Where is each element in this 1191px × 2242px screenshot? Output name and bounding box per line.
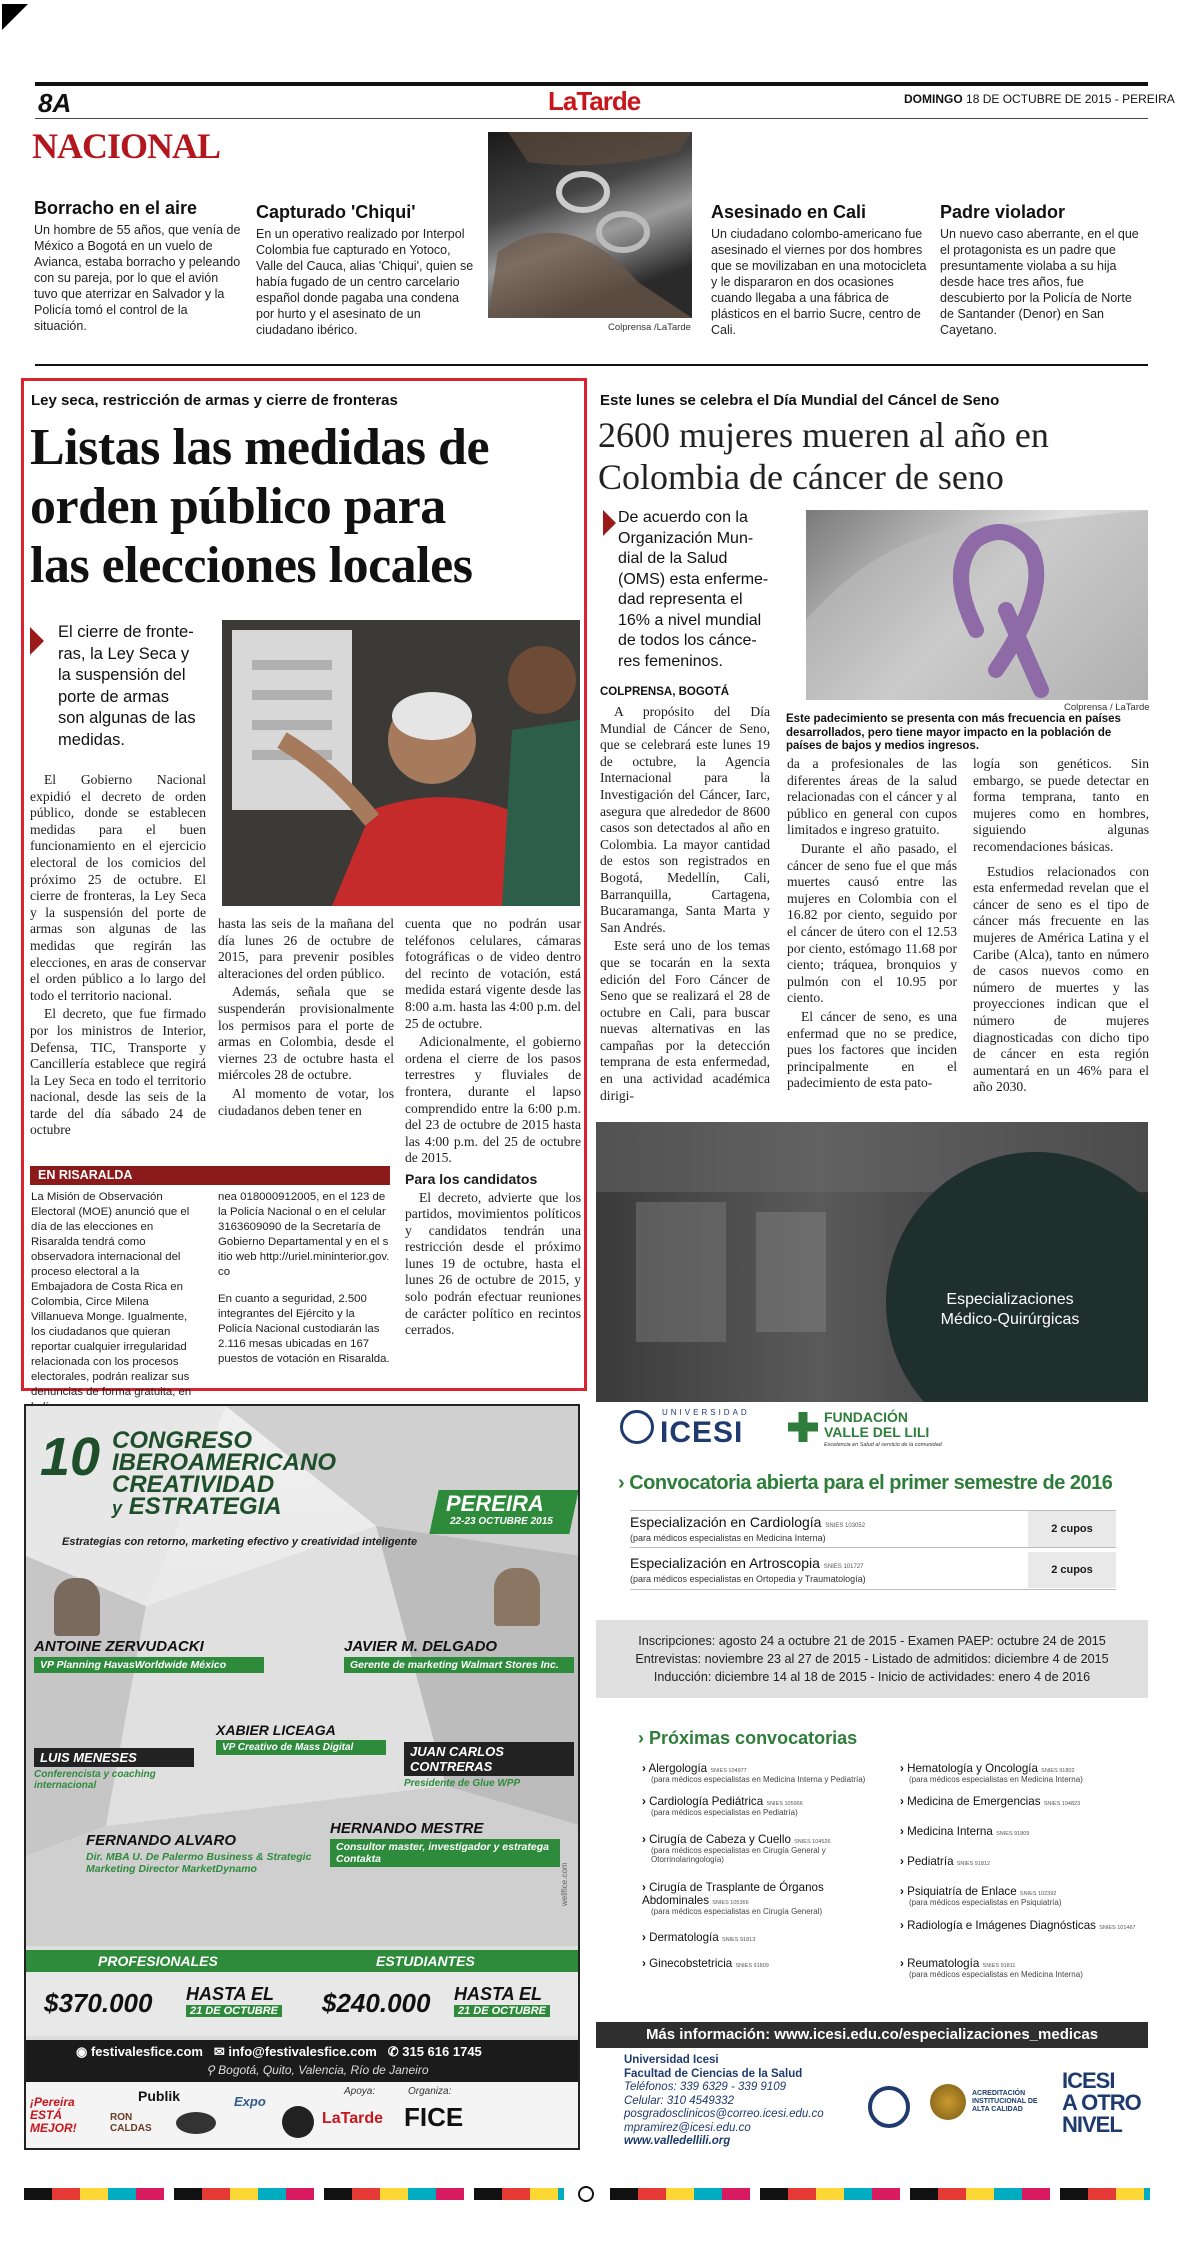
acreditacion-text: ACREDITACIÓN INSTITUCIONAL DE ALTA CALIDAD — [972, 2090, 1038, 2113]
proxima-item — [642, 1795, 892, 1833]
item-name: Pediatría — [907, 1855, 954, 1868]
paragraph: Además, señala que se suspenderán provisionalmente los permisos para el porte de armas en Colombia, desde el viernes 23 de octubre hasta el miércoles 28 de octubre. — [218, 984, 394, 1083]
registration-triangle — [2, 4, 28, 30]
more-info-link[interactable]: Más información: www.icesi.edu.co/especializaciones_medicas — [645, 2026, 1099, 2043]
section-title: NACIONAL — [32, 126, 221, 166]
sponsor-dark-logo — [282, 2106, 314, 2138]
speaker-role: VP Creativo de Mass Digital — [216, 1740, 386, 1755]
prof-label: PROFESIONALES — [98, 1953, 218, 1969]
program-cupos: 2 cupos — [1028, 1511, 1116, 1547]
summary-line: De acuerdo con la — [618, 509, 748, 526]
title-y: y — [112, 1498, 123, 1518]
item-snies: SNIES 104526 — [794, 1839, 831, 1845]
slogan-line: ICESI — [1062, 2068, 1115, 2093]
brief-text: Un nuevo caso aberrante, en el que el protagonista es un padre que presuntamente violaba a su hija desde hace tres años, fue descubierto por la Policía de Norte de Santander (Denor) en San Cayetano. — [940, 227, 1139, 337]
contact-email[interactable]: info@festivalesfice.com — [228, 2044, 377, 2059]
chevron-icon: › — [642, 1881, 646, 1894]
title-word: ESTRATEGIA — [128, 1493, 282, 1520]
risaralda-para: nea 018000912005, en el 123 de la Policía Nacional o en el celular 3163609090 de la Secretaría de Gobierno Departamental y en el sitio web http://uriel.mininterior.gov.co — [218, 1191, 390, 1278]
paragraph: A propósito del Día Mundial de Cáncer de Seno, que se celebrará este lunes 19 de octubre, la Agencia Internacional para la Investigación del Cáncer, Iarc, asegura que alrededor de 8600 casos son detectados al año en Colombia. La mayor cantidad de estos son registrados en Bogotá, Medellín, Cali, Barranquilla, Cartagena, Bucaramanga, Santa Marta y San Andrés. — [600, 704, 770, 935]
risaralda-box-title — [30, 1166, 390, 1185]
footer-line[interactable]: www.valledellili.org — [624, 2135, 731, 2147]
paragraph: Al momento de votar, los ciudadanos deben tener en — [218, 1085, 394, 1118]
item-name: Ginecobstetricia — [649, 1957, 733, 1970]
fvl-cross-icon — [788, 1412, 818, 1442]
chevron-icon: › — [900, 1957, 904, 1970]
speaker-headshot — [494, 1568, 540, 1626]
quality-seal-icon — [930, 2084, 966, 2120]
icesi-ad — [596, 1402, 1148, 2160]
speaker-name: ANTOINE ZERVUDACKI — [34, 1638, 204, 1655]
brief-photo-caption: Colprensa /LaTarde — [608, 322, 691, 333]
color-bar-right — [610, 2188, 1150, 2200]
sponsor-round-logo — [176, 2112, 216, 2134]
until-date: 21 DE OCTUBRE — [454, 2005, 550, 2017]
item-note: (para médicos especialistas en Pediatría) — [651, 1808, 798, 1817]
dates-line: Inducción: diciembre 14 al 18 de 2015 - Inicio de actividades: enero 4 de 2016 — [653, 1670, 1091, 1684]
contact-row — [76, 2044, 482, 2060]
speaker-name: JUAN CARLOS CONTRERAS — [404, 1742, 574, 1776]
congreso-number: 10 — [40, 1427, 101, 1487]
cancer-headline — [598, 414, 1158, 498]
brief-title: Asesinado en Cali — [711, 202, 867, 222]
speaker-role: VP Planning HavasWorldwide México — [34, 1657, 264, 1673]
main-kicker: Ley seca, restricción de armas y cierre de fronteras — [31, 392, 398, 409]
stud-until — [454, 1984, 550, 2017]
item-name: Alergología — [648, 1762, 708, 1775]
chevron-right-icon: › — [618, 1472, 625, 1494]
item-name: Medicina Interna — [907, 1825, 993, 1838]
paragraph: Adicionalmente, el gobierno ordena el cierre de los pasos terrestres y fluviales de frontera, durante el lapso comprendido entre la 6:00 p.m. del 23 de octubre de 2015 hasta las 4:00 p.m. del 25 de octubre de 2015. — [405, 1034, 581, 1166]
footer-line: Universidad Icesi — [624, 2054, 719, 2066]
congreso-title — [112, 1427, 337, 1520]
stud-price: $240.000 — [322, 1988, 431, 2018]
speaker-card — [344, 1638, 574, 1673]
more-info-band — [596, 2022, 1148, 2048]
brief-3 — [711, 202, 929, 338]
handcuffs-illustration — [488, 132, 692, 318]
icesi-banner-text: Especializaciones Médico-Quirúrgicas — [940, 1291, 1080, 1328]
congreso-ad — [24, 1404, 580, 2150]
summary-line: ras, la Ley Seca y — [58, 644, 190, 663]
speaker-role: Consultor master, investigador y estratega Contakta — [330, 1839, 560, 1867]
title-line-last — [112, 1493, 336, 1520]
proximas-title — [638, 1728, 857, 1749]
mail-icon: ✉ — [213, 2044, 225, 2059]
until-label: HASTA EL — [454, 1984, 542, 2004]
chevron-right-icon: › — [638, 1728, 644, 1748]
proxima-item — [900, 1885, 1140, 1919]
item-snies: SNIES 105966 — [766, 1801, 803, 1807]
registration-crosshair — [578, 2186, 594, 2202]
globe-icon: ◉ — [76, 2044, 88, 2059]
item-note: (para médicos especialistas en Psiquiatría) — [909, 1898, 1062, 1907]
headline-line: orden público para — [30, 478, 446, 535]
paragraph: cuenta que no podrán usar teléfonos celulares, cámaras fotográficas o de video dentro del recinto de votación, está medida estará vigente desde las 8:00 a.m. hasta las 4:00 p.m. del 25 de octubre. — [405, 916, 581, 1031]
date-day: DOMINGO — [904, 92, 963, 106]
paragraph: Durante el año pasado, el cáncer de seno fue el que más muertes causó entre las mujeres en Colombia con el 16.82 por ciento, seguido por el cáncer de útero con el 12.53 por ciento, estómago 11.68 por ciento; tráquea, bronquios y pulmón con el 10.95 por ciento. — [787, 840, 957, 1006]
speaker-card — [86, 1832, 316, 1875]
proxima-item — [900, 1762, 1140, 1795]
proxima-item — [900, 1825, 1140, 1855]
briefs-bottom-rule — [35, 364, 1148, 366]
item-snies: SNIES 91812 — [956, 1861, 991, 1867]
program-snies: SNIES 103052 — [825, 1523, 866, 1529]
cancer-summary — [618, 508, 796, 672]
cancer-photo-ribbon — [806, 510, 1148, 700]
title-line: CONGRESO — [112, 1427, 253, 1454]
summary-line: 16% a nivel mundial — [618, 611, 762, 629]
cancer-photo-caption: Este padecimiento se presenta con más frecuencia en países desarrollados, pero tiene mayor impacto en la población de países de bajos y medios ingresos. — [786, 713, 1121, 752]
program-row — [630, 1552, 1116, 1590]
chevron-icon: › — [642, 1795, 646, 1808]
main-photo-voters — [222, 620, 580, 906]
proximas-text: Próximas convocatorias — [649, 1728, 858, 1748]
paragraph: da a profesionales de las diferentes áreas de la salud relacionadas con el cáncer y al público en general con cupos limitados e ingreso gratuito. — [787, 756, 957, 838]
summary-marker — [30, 627, 44, 655]
item-snies: SNIES 104823 — [1043, 1801, 1081, 1807]
item-snies: SNIES 91809 — [996, 1831, 1030, 1837]
paragraph: El decreto, que fue firmado por los ministros de Interior, Defensa, TIC, Transporte y Cancillería establece que regirá la Ley Seca en todo el territorio nacional, desde las seis de la tarde del día sábado 24 de octubre — [30, 1006, 206, 1138]
brief-text: En un operativo realizado por Interpol Colombia fue capturado en Yotoco, Valle del Cauca, alias 'Chiqui', quien se había fugado de un centro carcelario español donde pagaba una condena por hurto y el asesinato de un ciudadano ibérico. — [256, 227, 474, 337]
sponsor-latarde: LaTarde — [322, 2110, 384, 2127]
paragraph: El decreto, advierte que los partidos, movimientos políticos y candidatos tendrán una restricción desde el próximo lunes 19 de octubre, hasta el lunes 26 de octubre de 2015, y solo podrán efectuar reuniones de carácter político en recintos cerrados. — [405, 1189, 581, 1338]
item-snies: SNIES 102392 — [1019, 1891, 1057, 1897]
phone-icon: ✆ — [387, 2044, 399, 2059]
speaker-role: Dir. MBA U. De Palermo Business & Strategic Marketing Director MarketDynamo — [86, 1851, 312, 1875]
until-label: HASTA EL — [186, 1984, 274, 2004]
summary-line: res femeninos. — [618, 652, 723, 670]
paragraph: El Gobierno Nacional expidió el decreto de orden público, donde se establecen medidas para el buen funcionamiento en el ejercicio electoral de los comicios del próximo 25 de octubre. El cierre de fronteras, la Ley Seca y la suspensión del porte de armas son algunas de las medidas que regirán las elecciones, en aras de conservar el orden público a lo largo del todo el territorio nacional. — [30, 772, 206, 1003]
cities-text: Bogotá, Quito, Valencia, Río de Janeiro — [218, 2063, 429, 2077]
header-thin-rule — [35, 118, 1148, 119]
speaker-role: Presidente de Glue WPP — [404, 1778, 521, 1789]
cancer-summary-marker — [603, 510, 616, 536]
item-note: (para médicos especialistas en Medicina Interna) — [909, 1775, 1083, 1784]
item-note: (para médicos especialistas en Cirugía General) — [651, 1907, 823, 1916]
footer-line: Celular: 310 4549332 — [624, 2094, 734, 2107]
item-note: (para médicos especialistas en Medicina Interna) — [909, 1970, 1083, 1979]
summary-line: (OMS) esta enferme- — [618, 570, 769, 588]
summary-line: son algunas de las — [58, 709, 196, 727]
sponsor-pereira: ¡Pereira ESTÁ MEJOR! — [30, 2095, 77, 2135]
proxima-item — [642, 1931, 892, 1957]
summary-line: la suspensión del — [58, 666, 186, 684]
prof-price: $370.000 — [44, 1988, 153, 2018]
summary-line: El cierre de fronte- — [58, 623, 194, 641]
apoya-label: Apoya: — [344, 2086, 376, 2097]
footer-line[interactable]: posgradosclinicos@correo.icesi.edu.co — [624, 2108, 824, 2120]
organiza-label: Organiza: — [408, 2086, 452, 2097]
program-name — [630, 1555, 863, 1571]
main-summary — [58, 622, 218, 751]
proxima-item — [900, 1957, 1140, 1987]
item-snies: SNIES 91813 — [721, 1937, 756, 1943]
color-bar-left — [24, 2188, 564, 2200]
headline-line: Listas las medidas de — [30, 419, 490, 476]
dates-box — [596, 1620, 1148, 1698]
dates-line: Inscripciones: agosto 24 a octubre 21 de 2015 - Examen PAEP: octubre 24 de 2015 — [638, 1634, 1106, 1648]
speaker-card — [330, 1820, 560, 1867]
dates-line: Entrevistas: noviembre 23 al 27 de 2015 - Listado de admitidos: diciembre 4 de 2015 — [635, 1652, 1109, 1666]
summary-line: medidas. — [58, 730, 125, 749]
brief-2 — [256, 202, 480, 338]
paragraph: El cáncer de seno, es una enfermad que no se predice, pues los factores que inciden principalmente en el padecimiento de esta pato- — [787, 1008, 957, 1091]
contact-cities — [206, 2063, 429, 2077]
program-title: Especialización en Cardiología — [630, 1514, 822, 1530]
cancer-kicker: Este lunes se celebra el Día Mundial del Cáncel de Seno — [600, 392, 1000, 409]
chevron-icon: › — [900, 1885, 904, 1898]
footer-line[interactable]: mpramirez@icesi.edu.co — [624, 2121, 751, 2134]
summary-line: Organización Mun- — [618, 529, 754, 547]
chevron-icon: › — [642, 1833, 646, 1846]
program-note: (para médicos especialistas en Ortopedia y Traumatología) — [630, 1574, 866, 1584]
page-number: 8A — [38, 88, 72, 118]
footer-line: Teléfonos: 339 6329 - 339 9109 — [624, 2081, 786, 2093]
paragraph: Este será uno de los temas que se tocarán en la sexta edición del Foro Cáncer de Seno que se realizará el 28 de octubre en Cali, para buscar nuevas alternativas en las campañas por la detección temprana de esta enfermedad, en una actividad académica dirigi- — [600, 938, 770, 1103]
summary-line: dad representa el — [618, 591, 743, 608]
brief-1 — [34, 198, 242, 334]
item-snies: SNIES 105366 — [712, 1900, 749, 1906]
chevron-icon: › — [900, 1919, 904, 1932]
prof-until — [186, 1984, 282, 2017]
program-snies: SNIES 101727 — [823, 1564, 864, 1570]
chevron-icon: › — [900, 1795, 904, 1808]
cancer-col-3 — [973, 756, 1149, 1098]
slogan-line: NIVEL — [1062, 2112, 1122, 2137]
item-snies: SNIES 91809 — [735, 1963, 769, 1969]
cancer-byline: COLPRENSA, BOGOTÁ — [600, 686, 730, 698]
item-name: Hematología y Oncología — [907, 1762, 1038, 1775]
chevron-icon: › — [900, 1855, 904, 1868]
proxima-item — [642, 1957, 892, 1977]
convocatoria-text: Convocatoria abierta para el primer semestre de 2016 — [629, 1472, 1113, 1494]
icesi-slogan — [1062, 2070, 1141, 2136]
speaker-card — [34, 1748, 194, 1791]
item-name: Radiología e Imágenes Diagnósticas — [907, 1919, 1096, 1932]
icesi-footer-contact — [624, 2054, 824, 2149]
program-title: Especialización en Artroscopia — [630, 1555, 820, 1571]
speaker-name: HERNANDO MESTRE — [330, 1820, 484, 1837]
item-name: Cirugía de Trasplante de Órganos Abdominales — [642, 1881, 824, 1907]
speaker-card — [404, 1742, 574, 1789]
banner-illustration — [596, 1122, 1148, 1402]
chevron-icon: › — [642, 1957, 646, 1970]
main-col-3 — [405, 916, 581, 1341]
icesi-emblem-icon — [620, 1410, 654, 1444]
item-name: Cirugía de Cabeza y Cuello — [649, 1833, 791, 1846]
proxima-item — [642, 1833, 892, 1881]
sponsor-publik: Publik — [138, 2088, 181, 2104]
brief-title: Padre violador — [940, 202, 1066, 222]
proxima-item — [900, 1919, 1140, 1957]
proxima-item — [642, 1762, 892, 1795]
item-snies: SNIES 91802 — [1041, 1768, 1075, 1774]
cancer-col-2 — [787, 756, 957, 1094]
congreso-dates: 22-23 OCTUBRE 2015 — [450, 1516, 553, 1527]
proxima-item — [900, 1855, 1140, 1885]
speaker-name: XABIER LICEAGA — [216, 1722, 336, 1738]
summary-line: de todos los cánce- — [618, 632, 757, 649]
paragraph: hasta las seis de la mañana del día lunes 26 de octubre de 2015, para prevenir posibles alteraciones del orden público. — [218, 916, 394, 981]
summary-line: porte de armas — [58, 687, 169, 706]
congreso-tagline: Estrategias con retorno, marketing efectivo y creatividad inteligente — [62, 1536, 418, 1548]
stud-label: ESTUDIANTES — [376, 1953, 475, 1969]
chevron-icon: › — [900, 1825, 904, 1838]
speaker-name: JAVIER M. DELGADO — [344, 1638, 498, 1655]
proximas-left-list — [642, 1762, 892, 1977]
item-name: Reumatología — [907, 1957, 980, 1970]
brief-text: Un hombre de 55 años, que venía de México a Bogotá en un vuelo de Avianca, estaba borracho y peleando con su pareja, por lo que el avión tuvo que aterrizar en Salvador y la Policía tomó el control de la situación. — [34, 223, 241, 333]
icesi-banner-photo — [596, 1122, 1148, 1402]
congreso-city: PEREIRA — [446, 1491, 544, 1516]
program-name — [630, 1514, 865, 1530]
speaker-name: LUIS MENESES — [34, 1748, 194, 1767]
speaker-name: FERNANDO ALVARO — [86, 1832, 236, 1849]
speaker-role: Gerente de marketing Walmart Stores Inc. — [344, 1657, 574, 1673]
icesi-name: ICESI — [660, 1416, 744, 1449]
headline-line: las elecciones locales — [30, 537, 473, 594]
chevron-icon: › — [642, 1762, 646, 1775]
main-col-2 — [218, 916, 394, 1121]
footer-line: Facultad de Ciencias de la Salud — [624, 2067, 803, 2080]
brief-text: Un ciudadano colombo-americano fue asesinado el viernes por dos hombres que se movilizaban en una motocicleta y le dispararon en dos ocasiones cuando llegaba a una fábrica de plásticos en el barrio Sucre, centro de Cali. — [711, 227, 927, 337]
speaker-card — [216, 1722, 386, 1755]
page-date — [904, 92, 1175, 106]
risaralda-para: En cuanto a seguridad, 2.500 integrantes del Ejército y la Policía Nacional custodiarán las 2.116 mesas ubicadas en 167 puestos de votación en Risaralda. — [218, 1293, 390, 1365]
until-date: 21 DE OCTUBRE — [186, 2005, 282, 2017]
accreditation-seal-icon — [868, 2086, 910, 2128]
side-web: wellfice.com — [560, 1862, 569, 1906]
item-name: Dermatología — [649, 1931, 719, 1944]
pink-ribbon-illustration — [806, 510, 1148, 700]
chevron-icon: › — [900, 1762, 904, 1775]
item-note: (para médicos especialistas en Medicina Interna y Pediatría) — [651, 1775, 866, 1784]
cancer-col-1 — [600, 704, 770, 1106]
brief-title: Borracho en el aire — [34, 198, 198, 218]
proxima-item — [642, 1881, 892, 1931]
risaralda-col-1: La Misión de Observación Electoral (MOE) anunció que el día de las elecciones en Risaralda tendrá como observadora internacional del proceso electoral a la Embajadora de Costa Rica en Colombia, Circe Milena Villanueva Monge. Igualmente, los ciudadanos que quieran reportar cualquier irregularidad relacionada con los procesos electorales, podrán realizar sus denuncias de forma gratuita, en — [31, 1191, 192, 1398]
title-line: CREATIVIDAD — [112, 1471, 275, 1498]
program-cupos: 2 cupos — [1028, 1552, 1116, 1588]
program-note: (para médicos especialistas en Medicina Interna) — [630, 1533, 826, 1543]
item-note: (para médicos especialistas en Cirugía General y Otorrinolaringología) — [651, 1846, 826, 1864]
risaralda-title-text: EN RISARALDA — [38, 1168, 133, 1182]
newspaper-logo: LaTarde — [548, 86, 641, 116]
proxima-item — [900, 1795, 1140, 1825]
sponsor-fice: FICE — [404, 2102, 464, 2132]
main-col-1 — [30, 772, 206, 1141]
voters-illustration — [222, 620, 580, 906]
brief-4 — [940, 202, 1148, 338]
brief-title: Capturado 'Chiqui' — [256, 202, 416, 222]
convocatoria-title — [618, 1472, 1112, 1495]
fvl-tag: Excelencia en Salud al servicio de la comunidad — [824, 1442, 942, 1448]
summary-line: dial de la Salud — [618, 550, 728, 567]
sponsor-ron-caldas: RON CALDAS — [110, 2112, 152, 2134]
contact-web[interactable]: festivalesfice.com — [90, 2044, 203, 2059]
speaker-role: Conferencista y coaching internacional — [34, 1769, 156, 1791]
subhead-candidatos: Para los candidatos — [405, 1170, 538, 1187]
item-snies: SNIES 104977 — [710, 1768, 747, 1774]
risaralda-col-2 — [218, 1190, 390, 1367]
contact-phone: 315 616 1745 — [402, 2044, 482, 2059]
date-rest: 18 DE OCTUBRE DE 2015 - PEREIRA — [966, 92, 1175, 106]
sponsor-expo: Expo — [234, 2094, 266, 2109]
cancer-photo-credit: Colprensa / LaTarde — [1064, 702, 1150, 713]
location-pin-icon: ⚲ — [206, 2063, 215, 2077]
speaker-headshot — [54, 1578, 100, 1636]
icesi-uni-small: UNIVERSIDAD — [662, 1408, 750, 1417]
item-name: Psiquiatría de Enlace — [907, 1885, 1017, 1898]
paragraph: logía son genéticos. Sin embargo, se puede detectar en forma temprana, tanto en mujeres como en hombres, siguiendo algunas recomendaciones básicas. — [973, 756, 1149, 854]
proximas-right-list — [900, 1762, 1140, 1987]
headline-line: 2600 mujeres mueren al año en — [598, 415, 1049, 455]
brief-photo-handcuffs — [488, 132, 692, 318]
main-headline — [30, 418, 590, 595]
speaker-card — [34, 1638, 264, 1673]
chevron-icon: › — [642, 1931, 646, 1944]
item-name: Medicina de Emergencias — [907, 1795, 1041, 1808]
paragraph: Estudios relacionados con esta enfermedad revelan que el cáncer de seno es el tipo de cáncer más frecuente en las mujeres de América Latina y el Caribe (Alca), tanto en número de casos nuevos como en número de muertes y las proyecciones indican que el número de mujeres diagnosticadas con dicho tipo de cáncer en esta región aumentará en un 46% para el año 2030. — [973, 863, 1149, 1095]
item-snies: SNIES 101467 — [1099, 1925, 1136, 1931]
fvl-name: FUNDACIÓN VALLE DEL LILI — [824, 1409, 930, 1440]
title-line: IBEROAMERICANO — [112, 1449, 337, 1476]
slogan-line: A OTRO — [1062, 2090, 1141, 2115]
program-row — [630, 1510, 1116, 1548]
item-name: Cardiología Pediátrica — [649, 1795, 764, 1808]
headline-line: Colombia de cáncer de seno — [598, 457, 1004, 497]
item-snies: SNIES 91811 — [982, 1963, 1016, 1969]
